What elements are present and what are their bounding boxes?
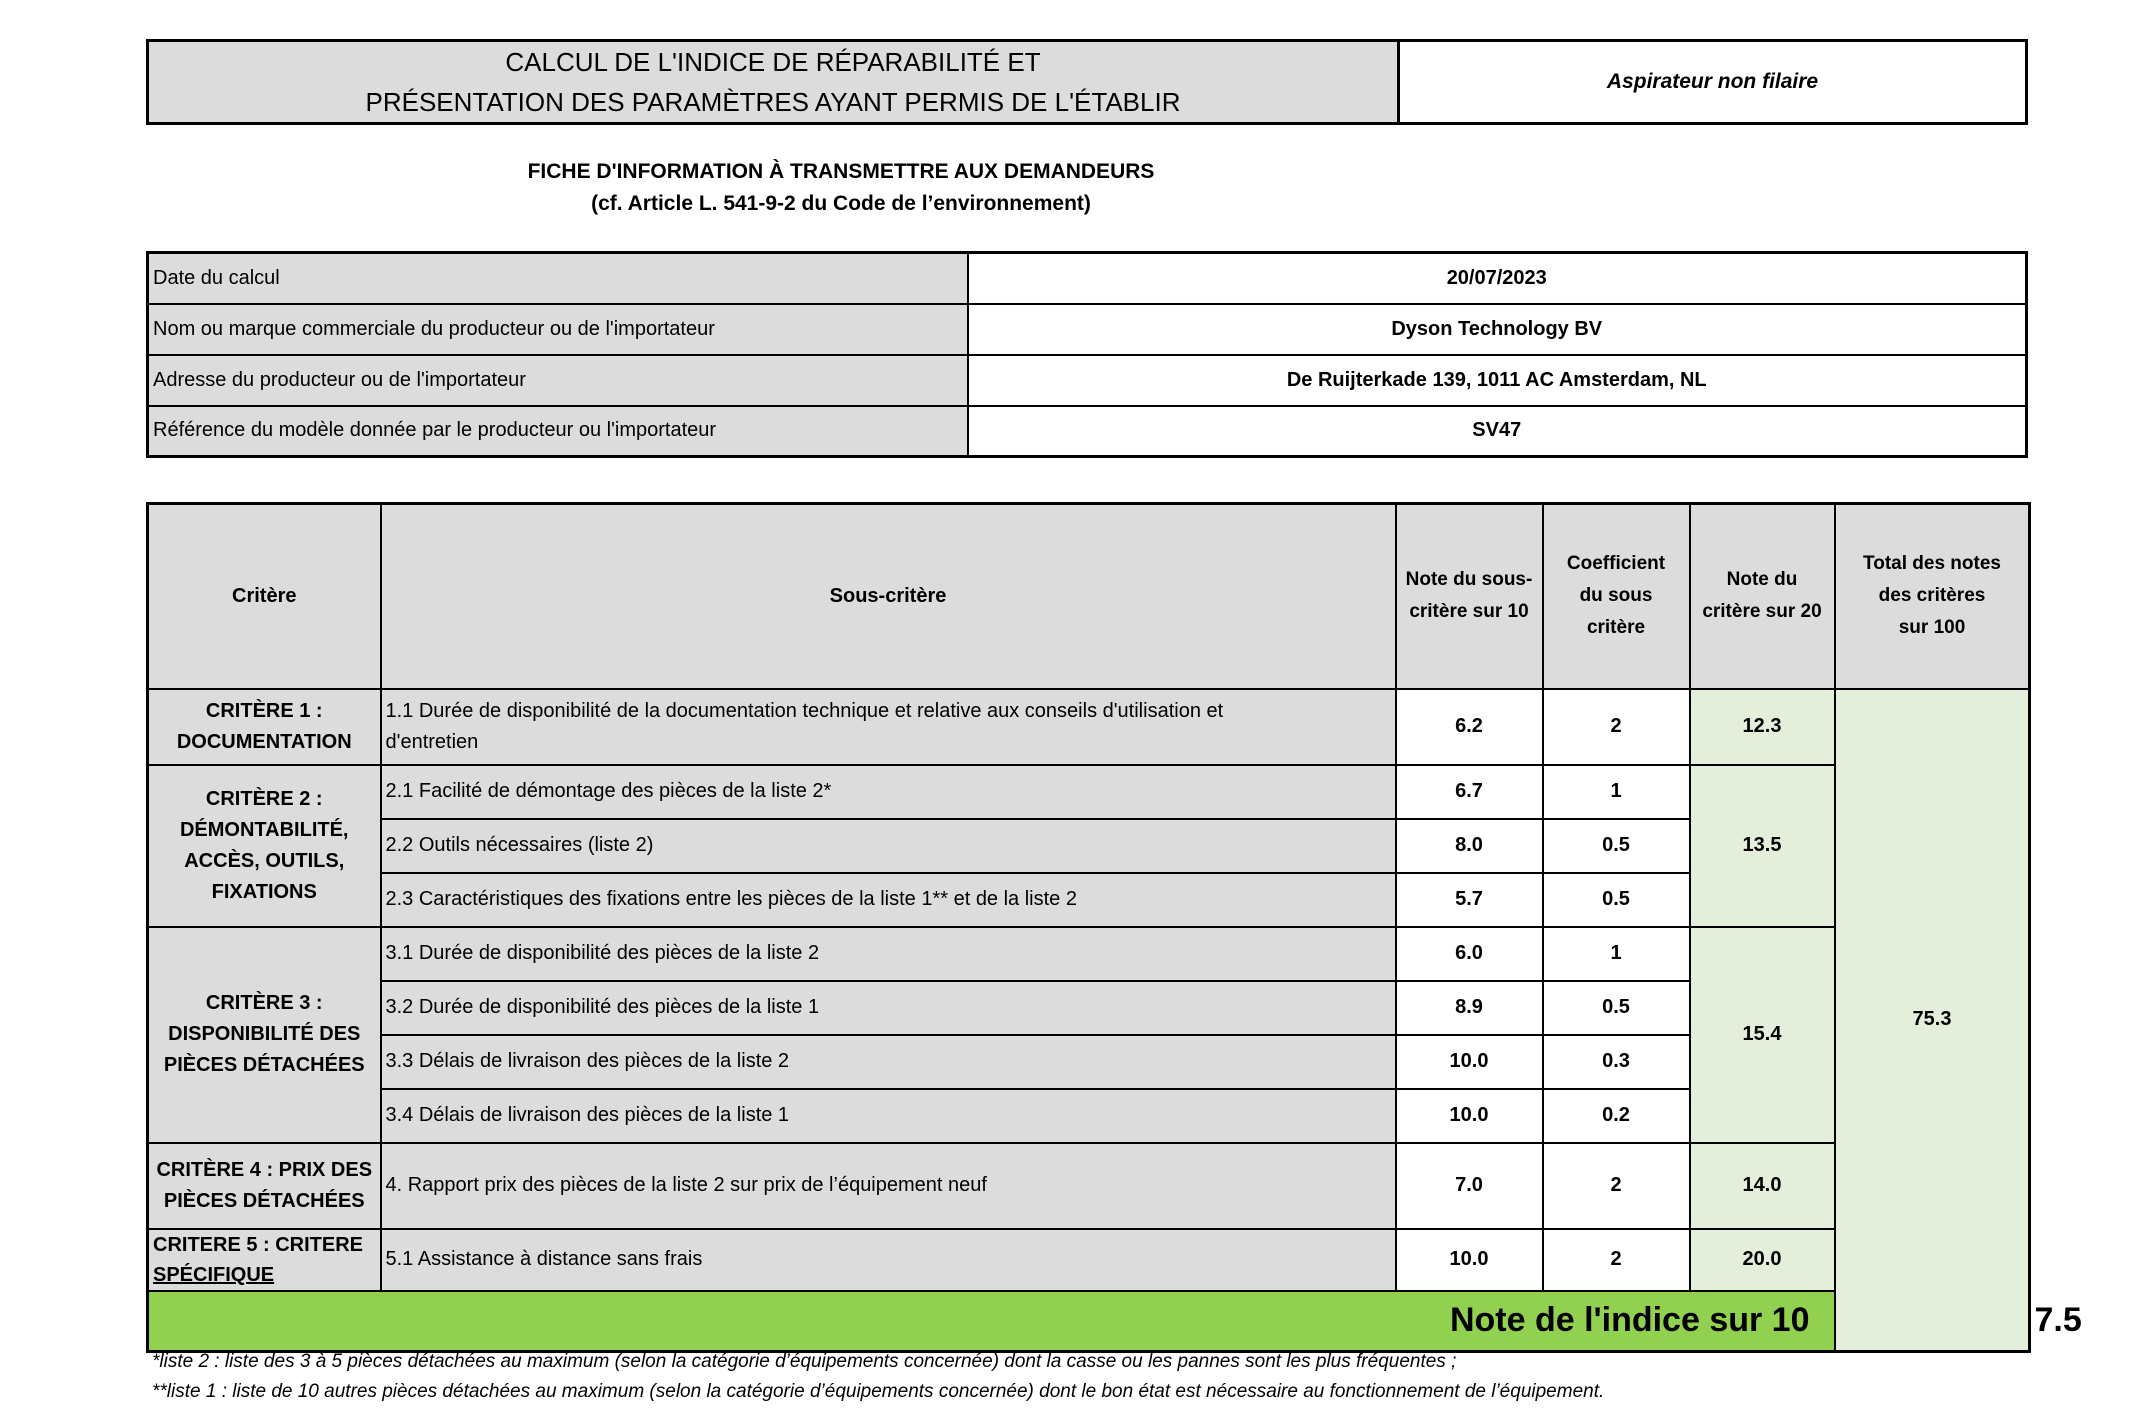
- sub-criterion-label: 2.3 Caractéristiques des fixations entre les pièces de la liste 1** et de la liste 2: [381, 873, 1396, 927]
- criterion-name-line: DOCUMENTATION: [176, 730, 352, 753]
- info-row-date: [148, 253, 2027, 304]
- sub-criterion-label: 3.4 Délais de livraison des pièces de la liste 1: [381, 1089, 1396, 1143]
- criterion-name-line: PIÈCES DÉTACHÉES: [163, 1054, 365, 1076]
- criterion-3-score: 15.4: [1690, 927, 1835, 1143]
- header-line: sur 100: [1898, 617, 1966, 639]
- sub-criterion-note: 5.7: [1396, 873, 1543, 927]
- criterion-5-name: [148, 1229, 381, 1291]
- table-row: [148, 765, 2030, 819]
- header-line: Note du sous-: [1405, 569, 1533, 591]
- product-info-table: [146, 251, 2028, 458]
- header-line: Note du: [1726, 569, 1798, 591]
- info-row-brand: [148, 304, 2027, 355]
- footnote-1: *liste 2 : liste des 3 à 5 pièces détachées au maximum (selon la catégorie d’équipements concernée) dont la casse ou les pannes sont les plus fréquentes ;: [152, 1351, 1457, 1372]
- info-value: SV47: [968, 406, 2027, 457]
- info-value: Dyson Technology BV: [968, 304, 2027, 355]
- sub-criterion-label: 3.3 Délais de livraison des pièces de la liste 2: [381, 1035, 1396, 1089]
- criterion-1-name: [148, 689, 381, 765]
- table-row: [148, 689, 2030, 765]
- header-line: du sous: [1579, 585, 1653, 607]
- total-score: 75.3: [1835, 689, 2030, 1352]
- criterion-name-line: SPÉCIFIQUE: [153, 1263, 275, 1286]
- criterion-name-line: CRITÈRE 1 :: [205, 699, 323, 722]
- criterion-name-line: FIXATIONS: [211, 880, 317, 903]
- sub-criterion-coef: 0.5: [1543, 981, 1690, 1035]
- sub-criterion-note: 8.9: [1396, 981, 1543, 1035]
- product-type: Aspirateur non filaire: [1606, 70, 1819, 93]
- final-score-row: Note de l'indice sur 10 7.5: [148, 1291, 2030, 1352]
- criterion-name-line: CRITÈRE 2 :: [205, 787, 323, 810]
- subtitle-line-1: FICHE D'INFORMATION À TRANSMETTRE AUX DEMANDEURS: [527, 160, 1155, 183]
- criterion-4-score: 14.0: [1690, 1143, 1835, 1229]
- sub-criterion-coef: 0.5: [1543, 819, 1690, 873]
- sub-criterion-note: 10.0: [1396, 1089, 1543, 1143]
- criterion-2-score: 13.5: [1690, 765, 1835, 927]
- header-line: des critères: [1878, 585, 1986, 607]
- info-value: De Ruijterkade 139, 1011 AC Amsterdam, NL: [968, 355, 2027, 406]
- info-row-address: [148, 355, 2027, 406]
- col-header-sous-critere: Sous-critère: [381, 504, 1396, 689]
- sub-criterion-label: 3.1 Durée de disponibilité des pièces de la liste 2: [381, 927, 1396, 981]
- header-line: Coefficient: [1566, 553, 1666, 575]
- form-subtitle: [146, 156, 1536, 220]
- sub-criterion-note: 7.0: [1396, 1143, 1543, 1229]
- title-line-1: CALCUL DE L'INDICE DE RÉPARABILITÉ ET: [505, 47, 1041, 77]
- col-header-note-critere: [1690, 504, 1835, 689]
- sub-criterion-coef: 0.5: [1543, 873, 1690, 927]
- document-header: [146, 39, 2028, 125]
- sub-criterion-note: 6.0: [1396, 927, 1543, 981]
- table-row: [148, 927, 2030, 981]
- criterion-name-line: PIÈCES DÉTACHÉES: [163, 1189, 365, 1212]
- criterion-1-score: 12.3: [1690, 689, 1835, 765]
- sub-criterion-note: 6.2: [1396, 689, 1543, 765]
- col-header-total: [1835, 504, 2030, 689]
- sub-criterion-coef: 2: [1543, 689, 1690, 765]
- footnote-2: **liste 1 : liste de 10 autres pièces détachées au maximum (selon la catégorie d’équipements concernée) dont le bon état est nécessaire au fonctionnement de l’équipement.: [152, 1381, 1605, 1402]
- info-label: Nom ou marque commerciale du producteur ou de l'importateur: [148, 304, 968, 355]
- criterion-name-line: ACCÈS, OUTILS,: [184, 849, 345, 872]
- sub-criterion-coef: 0.3: [1543, 1035, 1690, 1089]
- header-line: critère sur 20: [1702, 601, 1822, 623]
- criterion-3-name: [148, 927, 381, 1143]
- sub-criterion-line: 1.1 Durée de disponibilité de la documentation technique et relative aux conseils d'utilisation et: [385, 699, 1224, 722]
- sub-criterion-note: 6.7: [1396, 765, 1543, 819]
- info-label: Date du calcul: [148, 253, 968, 304]
- info-value: 20/07/2023: [968, 253, 2027, 304]
- table-row: [148, 1229, 2030, 1291]
- sub-criterion-note: 8.0: [1396, 819, 1543, 873]
- sub-criterion-note: 10.0: [1396, 1229, 1543, 1291]
- criterion-name-line: CRITERE 5 : CRITERE: [153, 1233, 364, 1256]
- criterion-name-line: CRITÈRE 3 :: [205, 992, 323, 1014]
- criterion-2-name: [148, 765, 381, 927]
- sub-criterion-label: 4. Rapport prix des pièces de la liste 2 sur prix de l’équipement neuf: [381, 1143, 1396, 1229]
- sub-criterion-coef: 2: [1543, 1229, 1690, 1291]
- sub-criterion-label: 2.2 Outils nécessaires (liste 2): [381, 819, 1396, 873]
- subtitle-line-2: (cf. Article L. 541-9-2 du Code de l’environnement): [591, 192, 1091, 215]
- header-line: Total des notes: [1863, 553, 2001, 575]
- col-header-critere: Critère: [148, 504, 381, 689]
- header-line: critère: [1586, 617, 1646, 639]
- header-line: critère sur 10: [1409, 601, 1529, 623]
- sub-criterion-label: 5.1 Assistance à distance sans frais: [381, 1229, 1396, 1291]
- col-header-note-sous-critere: [1396, 504, 1543, 689]
- col-header-coefficient: [1543, 504, 1690, 689]
- sub-criterion-coef: 2: [1543, 1143, 1690, 1229]
- sub-criterion-coef: 0.2: [1543, 1089, 1690, 1143]
- footnotes: [152, 1347, 1604, 1407]
- sub-criterion-label: [381, 689, 1396, 765]
- info-label: Adresse du producteur ou de l'importateur: [148, 355, 968, 406]
- final-score-label: Note de l'indice sur 10: [148, 1291, 1835, 1352]
- document-title: [149, 42, 1400, 122]
- sub-criterion-label: 2.1 Facilité de démontage des pièces de la liste 2*: [381, 765, 1396, 819]
- table-header-row: [148, 504, 2030, 689]
- criterion-name-line: DISPONIBILITÉ DES: [168, 1023, 361, 1045]
- criterion-name-line: CRITÈRE 4 : PRIX DES: [156, 1158, 373, 1181]
- criterion-name-line: DÉMONTABILITÉ,: [179, 818, 349, 841]
- sub-criterion-note: 10.0: [1396, 1035, 1543, 1089]
- title-line-2: PRÉSENTATION DES PARAMÈTRES AYANT PERMIS DE L'ÉTABLIR: [365, 87, 1181, 117]
- sub-criterion-label: 3.2 Durée de disponibilité des pièces de la liste 1: [381, 981, 1396, 1035]
- sub-criterion-coef: 1: [1543, 927, 1690, 981]
- sub-criterion-coef: 1: [1543, 765, 1690, 819]
- criterion-5-score: 20.0: [1690, 1229, 1835, 1291]
- criterion-4-name: [148, 1143, 381, 1229]
- score-table: [146, 502, 2082, 1353]
- sub-criterion-line: d'entretien: [385, 730, 479, 753]
- info-label: Référence du modèle donnée par le producteur ou l'importateur: [148, 406, 968, 457]
- table-row: [148, 1143, 2030, 1229]
- info-row-model: [148, 406, 2027, 457]
